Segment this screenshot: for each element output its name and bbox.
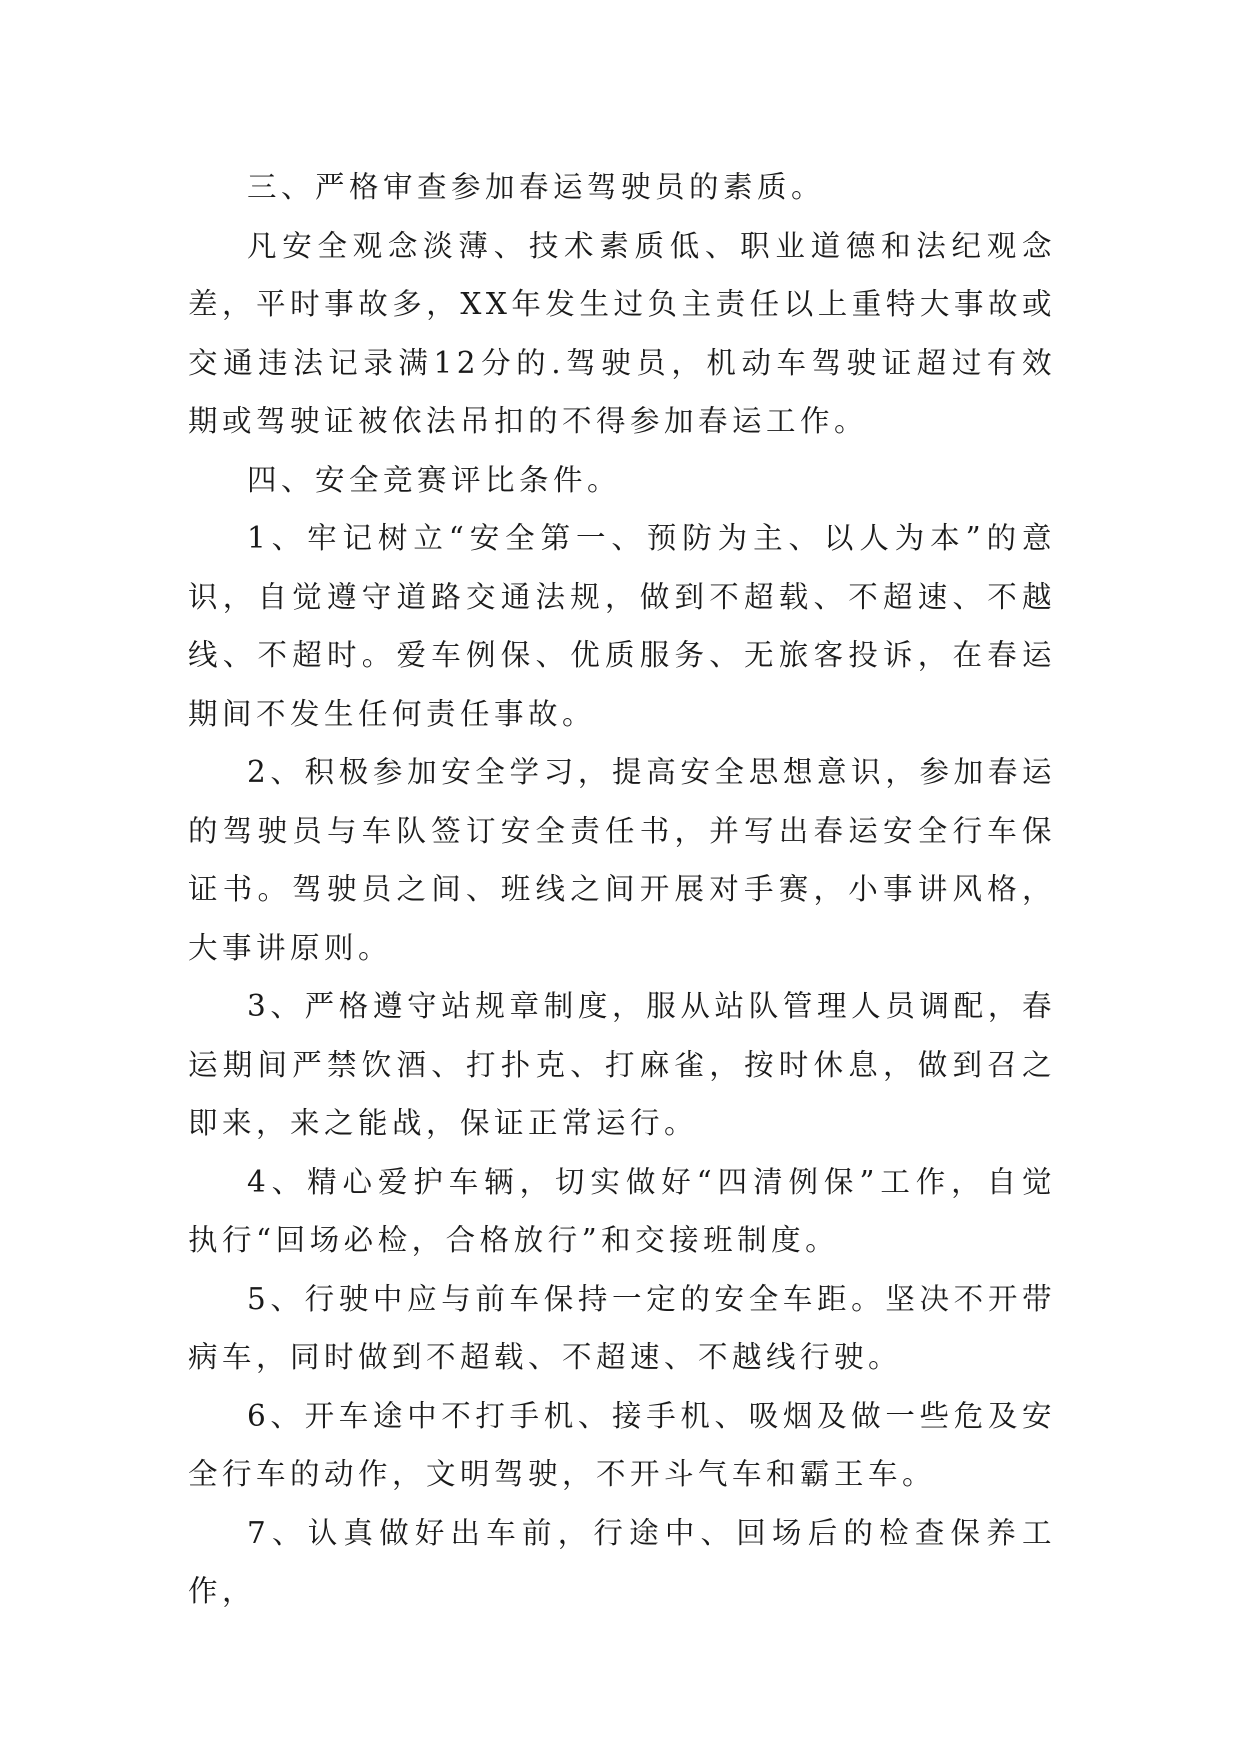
list-item-1: 1、牢记树立“安全第一、预防为主、以人为本”的意识，自觉遵守道路交通法规，做到不超载、不超速、不越线、不超时。爱车例保、优质服务、无旅客投诉，在春运期间不发生任何责任事故。 (188, 521, 1056, 731)
document-body (188, 158, 1056, 1621)
paragraph-driver-qualification: 凡安全观念淡薄、技术素质低、职业道德和法纪观念差，平时事故多，XX年发生过负主责任以上重特大事故或交通违法记录满12分的.驾驶员，机动车驾驶证超过有效期或驾驶证被依法吊扣的不得参加春运工作。 (188, 228, 1056, 438)
list-item-7: 7、认真做好出车前，行途中、回场后的检查保养工作， (188, 1515, 1056, 1608)
list-item-4: 4、精心爱护车辆，切实做好“四清例保”工作，自觉执行“回场必检，合格放行”和交接班制度。 (188, 1164, 1056, 1257)
section-heading-4: 四、安全竞赛评比条件。 (247, 462, 622, 497)
list-item-6: 6、开车途中不打手机、接手机、吸烟及做一些危及安全行车的动作，文明驾驶，不开斗气车和霸王车。 (188, 1398, 1056, 1491)
section-heading-3: 三、严格审查参加春运驾驶员的素质。 (247, 170, 826, 204)
list-item-3: 3、严格遵守站规章制度，服从站队管理人员调配，春运期间严禁饮酒、打扑克、打麻雀，按时休息，做到召之即来，来之能战，保证正常运行。 (188, 989, 1056, 1140)
list-item-2: 2、积极参加安全学习，提高安全思想意识，参加春运的驾驶员与车队签订安全责任书，并写出春运安全行车保证书。驾驶员之间、班线之间开展对手赛，小事讲风格，大事讲原则。 (188, 755, 1056, 965)
list-item-5: 5、行驶中应与前车保持一定的安全车距。坚决不开带病车，同时做到不超载、不超速、不越线行驶。 (188, 1281, 1056, 1374)
